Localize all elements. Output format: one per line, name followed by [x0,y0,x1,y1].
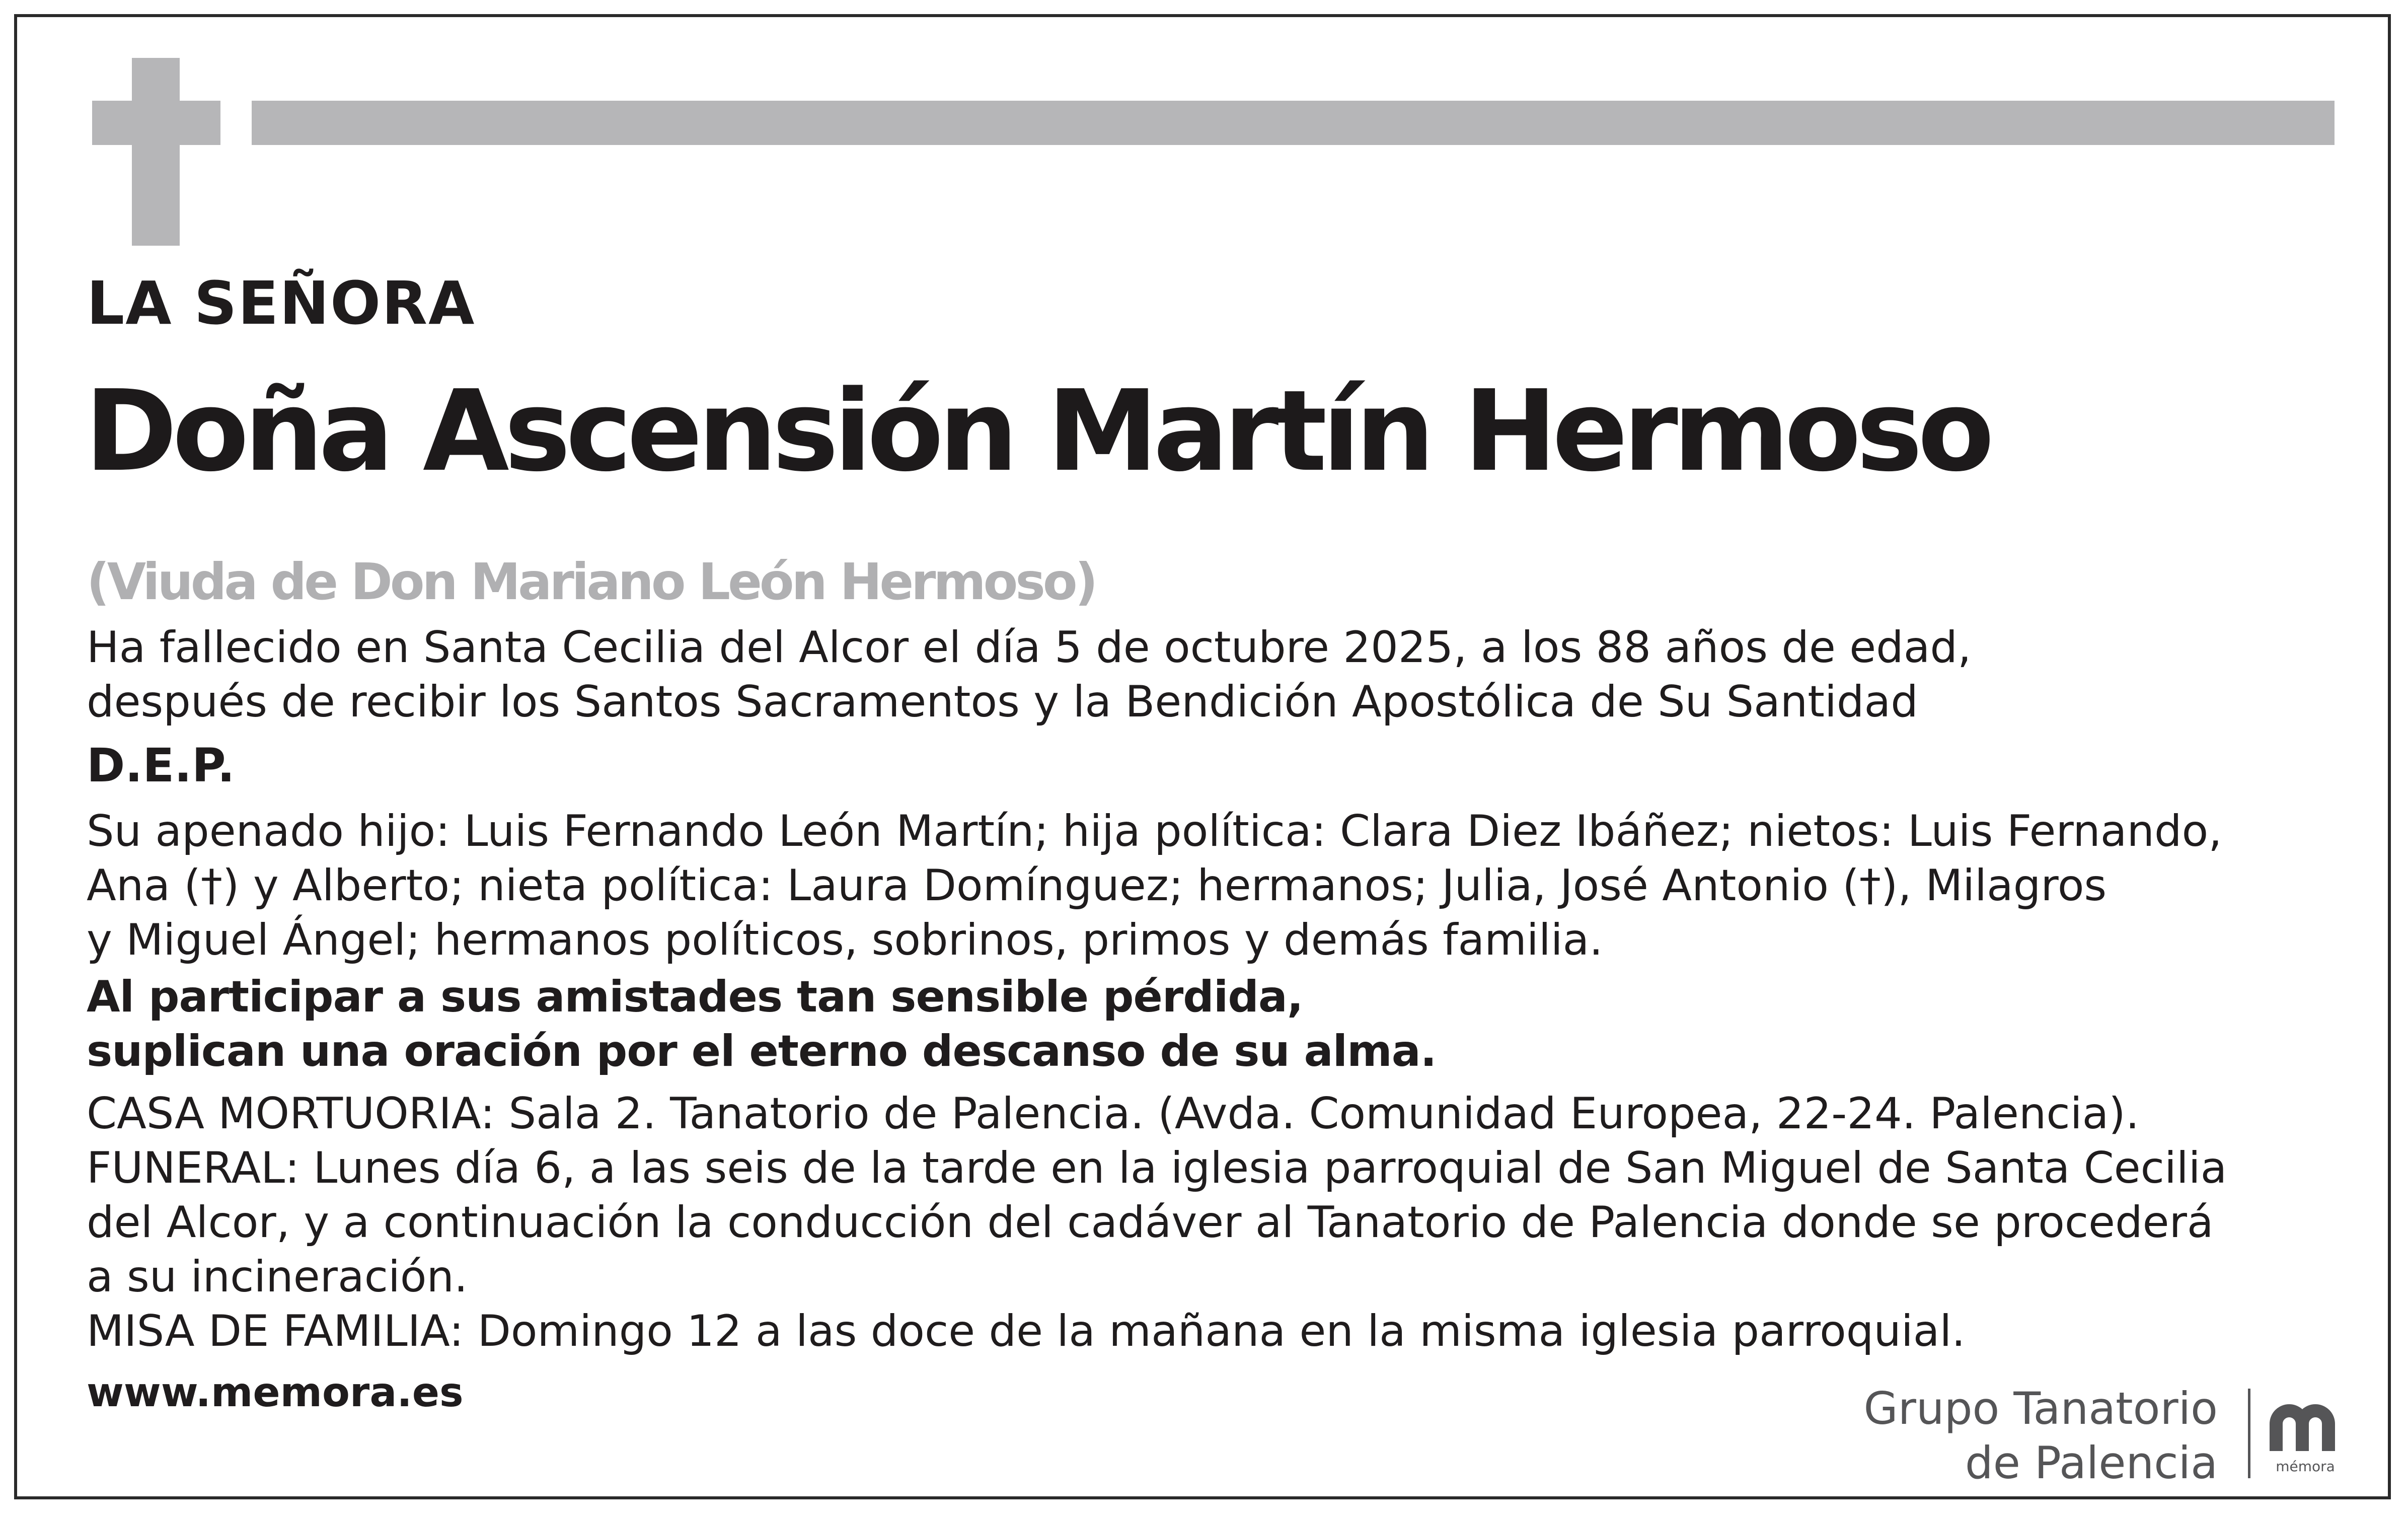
dep-label: D.E.P. [87,739,235,792]
deceased-name: Doña Ascensión Martín Hermoso [85,367,1990,496]
details-line: FUNERAL: Lunes día 6, a las seis de la tarde en la iglesia parroquial de San Miguel de Santa Cecilia [87,1143,2227,1193]
heading: LA SEÑORA [87,268,476,338]
footer-divider [2248,1389,2250,1478]
logo-wordmark: mémora [2276,1458,2335,1475]
family-line: y Miguel Ángel; hermanos políticos, sobrinos, primos y demás familia. [87,915,1603,965]
website-link[interactable]: www.memora.es [87,1369,464,1416]
request-line: suplican una oración por el eterno descanso de su alma. [87,1026,1437,1076]
request-line: Al participar a sus amistades tan sensible pérdida, [87,972,1303,1022]
announcement-line: Ha fallecido en Santa Cecilia del Alcor el día 5 de octubre 2025, a los 88 años de edad, [87,622,1972,673]
family-line: Su apenado hijo: Luis Fernando León Martín; hija política: Clara Diez Ibáñez; nietos: Luis Fernando, [87,806,2222,856]
memora-logo [2265,1395,2366,1475]
details-line: a su incineración. [87,1252,468,1302]
family-line: Ana (†) y Alberto; nieta política: Laura Domínguez; hermanos; Julia, José Antonio (†), Milagros [87,860,2107,911]
widow-note: (Viuda de Don Mariano León Hermoso) [87,552,1096,611]
details-line: del Alcor, y a continuación la conducción del cadáver al Tanatorio de Palencia donde se procederá [87,1197,2214,1248]
funeral-home-line: de Palencia [1965,1437,2218,1489]
details-line: MISA DE FAMILIA: Domingo 12 a las doce de la mañana en la misma iglesia parroquial. [87,1306,1966,1356]
funeral-home-line: Grupo Tanatorio [1863,1383,2218,1434]
funeral-home-name [1864,1382,2218,1490]
header-rule [252,101,2335,145]
announcement-line: después de recibir los Santos Sacramentos y la Bendición Apostólica de Su Santidad [87,677,1918,727]
details-line: CASA MORTUORIA: Sala 2. Tanatorio de Palencia. (Avda. Comunidad Europea, 22-24. Palencia). [87,1089,2140,1139]
